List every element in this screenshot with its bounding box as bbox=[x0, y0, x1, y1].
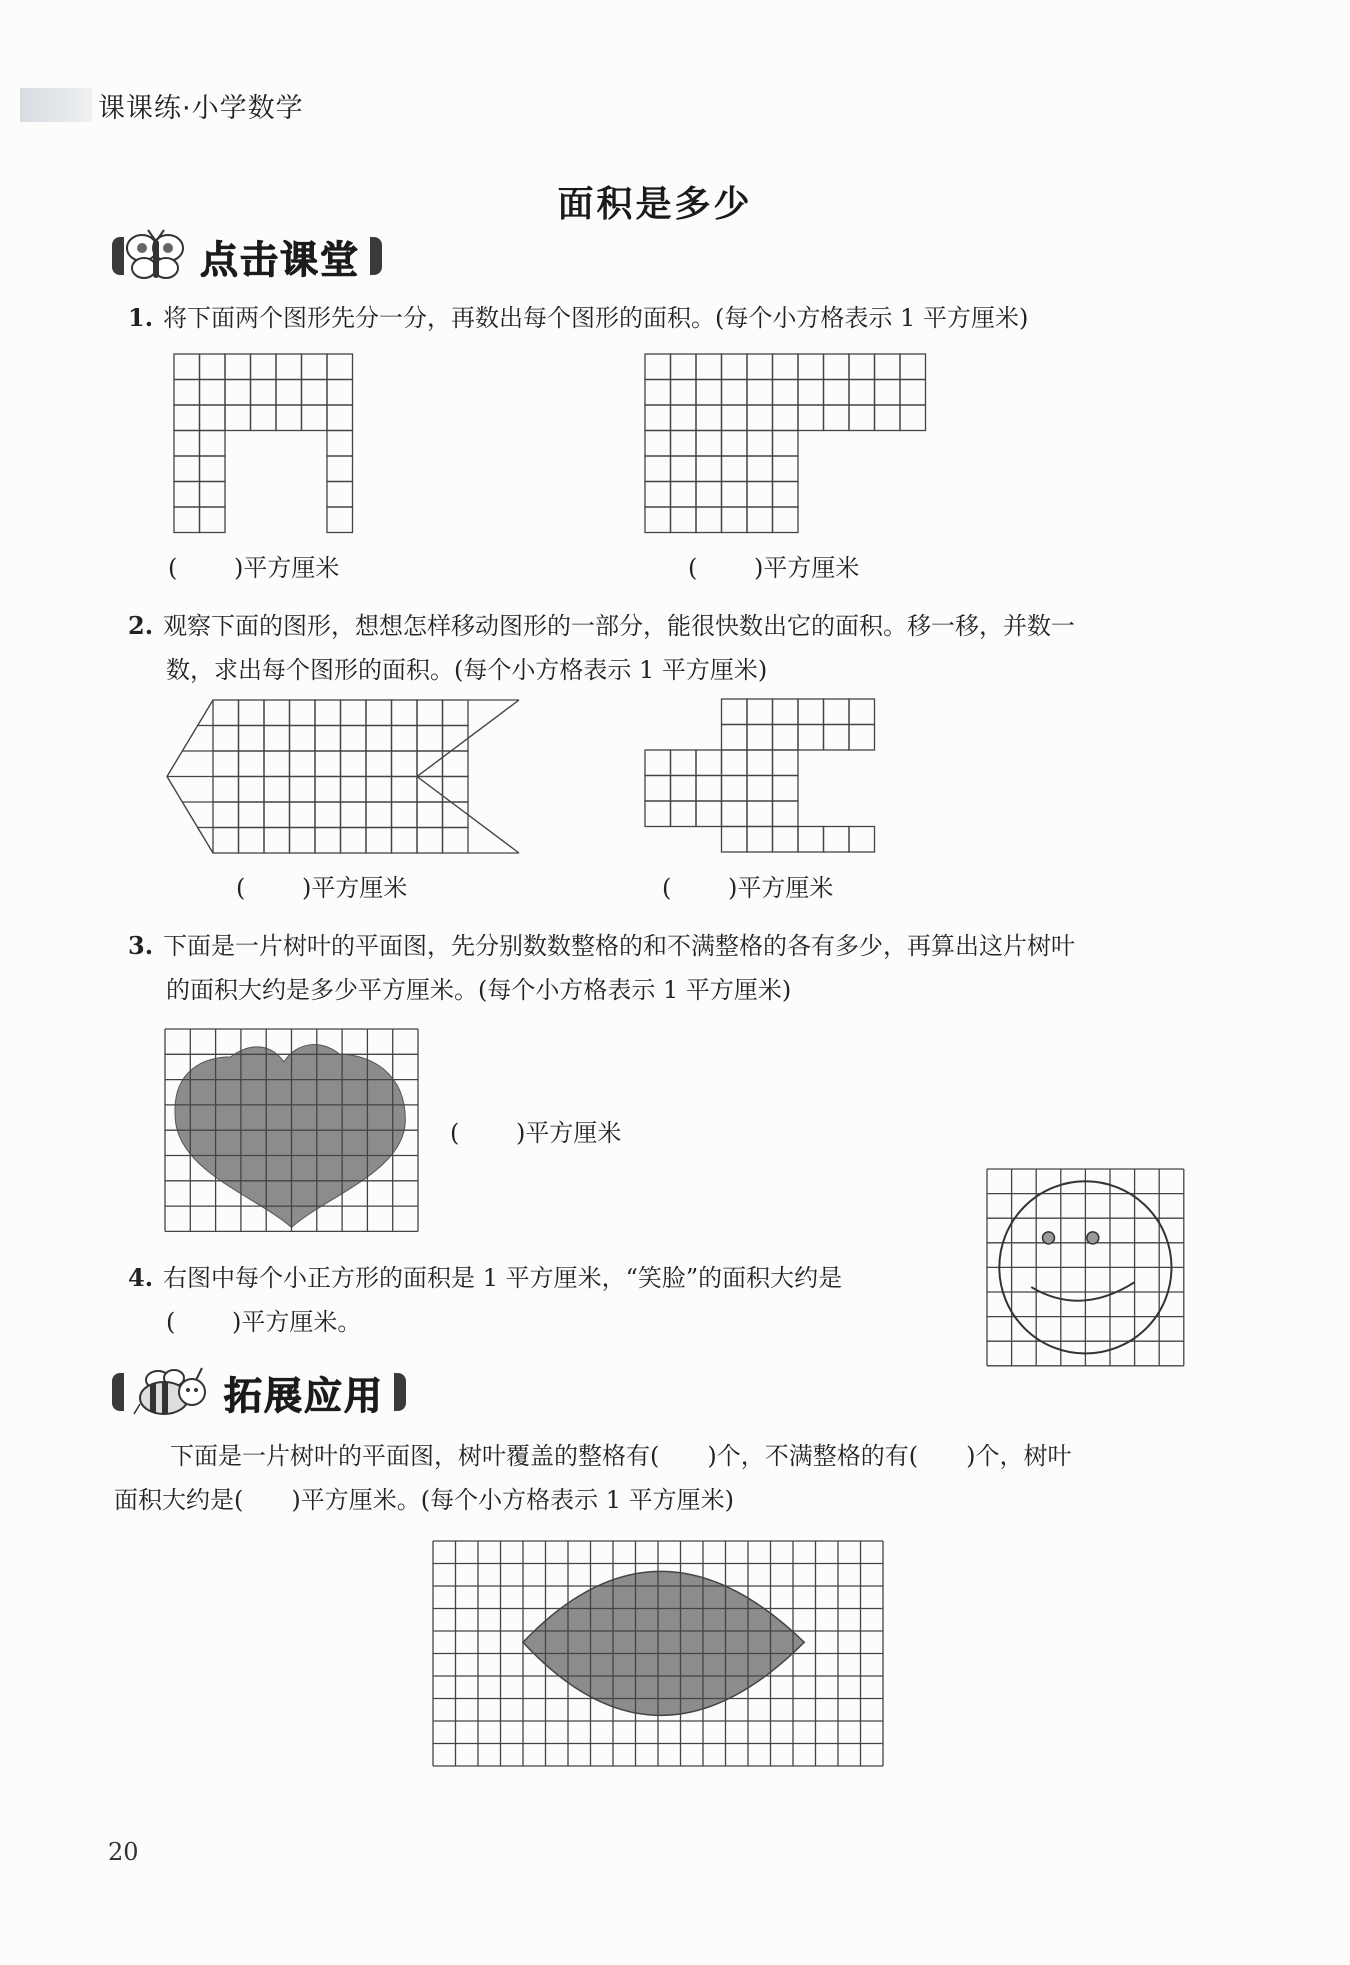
question-number: 3. bbox=[128, 931, 154, 960]
section-label-classroom: 点击课堂 bbox=[200, 237, 361, 282]
q1-grid-arch-shape bbox=[173, 353, 355, 535]
question-4 bbox=[128, 1256, 842, 1300]
question-number: 1. bbox=[128, 303, 154, 332]
question-4-line-2 bbox=[166, 1300, 361, 1344]
q1-answer-right[interactable] bbox=[688, 548, 859, 583]
answer-open-paren: ( bbox=[168, 554, 178, 582]
answer-unit: )平方厘米 bbox=[302, 874, 408, 902]
answer-open-paren: ( bbox=[236, 874, 246, 902]
extension-leaf-grid bbox=[432, 1540, 884, 1770]
book-title: 课课练·小学数学 bbox=[98, 93, 304, 124]
question-2 bbox=[128, 604, 1075, 648]
question-text-line-1: 下面是一片树叶的平面图，先分别数数整格的和不满整格的各有多少，再算出这片树叶 bbox=[163, 932, 1076, 960]
section-banner-extension bbox=[112, 1368, 406, 1416]
butterfly-icon bbox=[124, 228, 190, 284]
question-number: 2. bbox=[128, 611, 154, 640]
q2-answer-right[interactable] bbox=[662, 868, 833, 903]
answer-unit[interactable]: )平方厘米。 bbox=[232, 1308, 362, 1336]
q4-smiley-grid bbox=[986, 1168, 1186, 1368]
answer-unit: )平方厘米 bbox=[516, 1119, 622, 1147]
bee-icon bbox=[124, 1364, 214, 1420]
section-label-extension: 拓展应用 bbox=[224, 1373, 385, 1418]
answer-unit: )平方厘米 bbox=[754, 554, 860, 582]
q2-grid-cross-shape bbox=[644, 698, 876, 854]
question-3-line-2: 的面积大约是多少平方厘米。(每个小方格表示 1 平方厘米) bbox=[166, 976, 792, 1004]
q3-answer[interactable] bbox=[450, 1113, 621, 1148]
answer-open-paren: ( bbox=[450, 1119, 460, 1147]
q3-leaf-grid bbox=[164, 1028, 420, 1232]
answer-open-paren: ( bbox=[662, 874, 672, 902]
q2-grid-arrow-shape bbox=[165, 698, 497, 854]
q1-answer-left[interactable] bbox=[168, 548, 339, 583]
extension-text-line-1: 下面是一片树叶的平面图，树叶覆盖的整格有( )个，不满整格的有( )个，树叶 bbox=[170, 1442, 1072, 1470]
question-1 bbox=[128, 296, 1028, 340]
q2-answer-left[interactable] bbox=[236, 868, 407, 903]
answer-open-paren: ( bbox=[688, 554, 698, 582]
question-text-line-1: 观察下面的图形，想想怎样移动图形的一部分，能很快数出它的面积。移一移，并数一 bbox=[163, 612, 1076, 640]
question-number: 4. bbox=[128, 1263, 154, 1292]
page-title: 面积是多少 bbox=[557, 184, 753, 225]
question-text: 将下面两个图形先分一分，再数出每个图形的面积。(每个小方格表示 1 平方厘米) bbox=[163, 304, 1029, 332]
extension-text-line-2: 面积大约是( )平方厘米。(每个小方格表示 1 平方厘米) bbox=[114, 1486, 734, 1514]
question-3 bbox=[128, 924, 1075, 968]
answer-open-paren: ( bbox=[166, 1308, 176, 1336]
page-number: 20 bbox=[108, 1838, 139, 1866]
question-2-line-2: 数，求出每个图形的面积。(每个小方格表示 1 平方厘米) bbox=[166, 656, 768, 684]
header-shade bbox=[20, 88, 92, 122]
q1-grid-l-shape bbox=[644, 353, 926, 535]
section-banner-classroom bbox=[112, 232, 382, 280]
answer-unit: )平方厘米 bbox=[234, 554, 340, 582]
question-text-line-1: 右图中每个小正方形的面积是 1 平方厘米，“笑脸”的面积大约是 bbox=[163, 1264, 843, 1292]
answer-unit: )平方厘米 bbox=[728, 874, 834, 902]
